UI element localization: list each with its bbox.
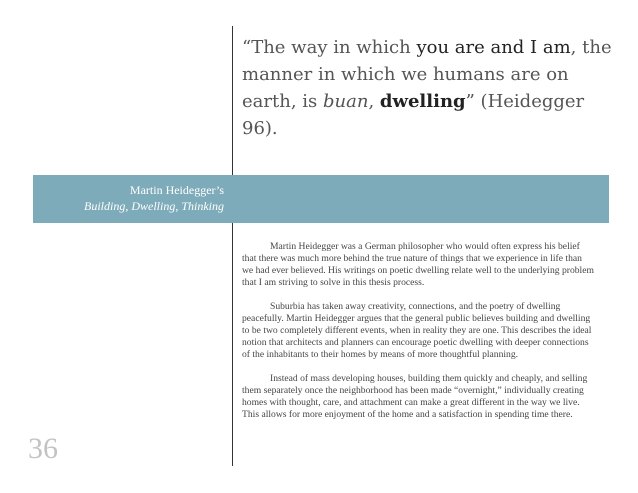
quote-emphasis-you-are: you are and I am (416, 37, 571, 58)
quote-citation: (Heidegger 96). (242, 91, 585, 139)
quote-emphasis-dwelling: dwelling (379, 91, 466, 112)
body-paragraph-1: Martin Heidegger was a German philosopher who would often express his belief that there was much more behind the true nature of things that we experience in life than we had ever believed. His writings on poetic dwelling relate well to the underlying problem that I am striving to solve in this thesis process. (242, 241, 594, 288)
pull-quote (242, 34, 612, 142)
quote-text-1: The way in which (251, 37, 417, 58)
quote-open-mark: “ (242, 37, 252, 58)
quote-emphasis-buan: buan (322, 91, 369, 112)
section-heading-title: Martin Heidegger’s (129, 183, 224, 197)
quote-text-2: , the manner in which we humans are on earth, is (242, 37, 612, 112)
section-heading-subtitle: Building, Dwelling, Thinking (84, 199, 224, 213)
vertical-divider-line (232, 26, 233, 466)
quote-text-3: , (368, 91, 380, 112)
section-heading (33, 182, 224, 214)
page-number: 36 (28, 432, 58, 465)
body-paragraph-3: Instead of mass developing houses, building them quickly and cheaply, and selling them separately once the neighborhood has been made “overnight,” individually creating homes with thought, care, and attachment can make a great different in the way we live. This allows for more enjoyment of the home and a satisfaction in spending time there. (242, 373, 588, 420)
body-text (242, 241, 594, 433)
body-paragraph-2: Suburbia has taken away creativity, connections, and the poetry of dwelling peacefully. Martin Heidegger argues that the general public believes building and dwelling to be two completely different events, when in reality they are one. This describes the ideal notion that architects and planners can encourage poetic dwelling with deeper connections of the inhabitants to their homes by means of more thoughtful planning. (242, 301, 592, 360)
quote-close-mark: ” (465, 91, 475, 112)
